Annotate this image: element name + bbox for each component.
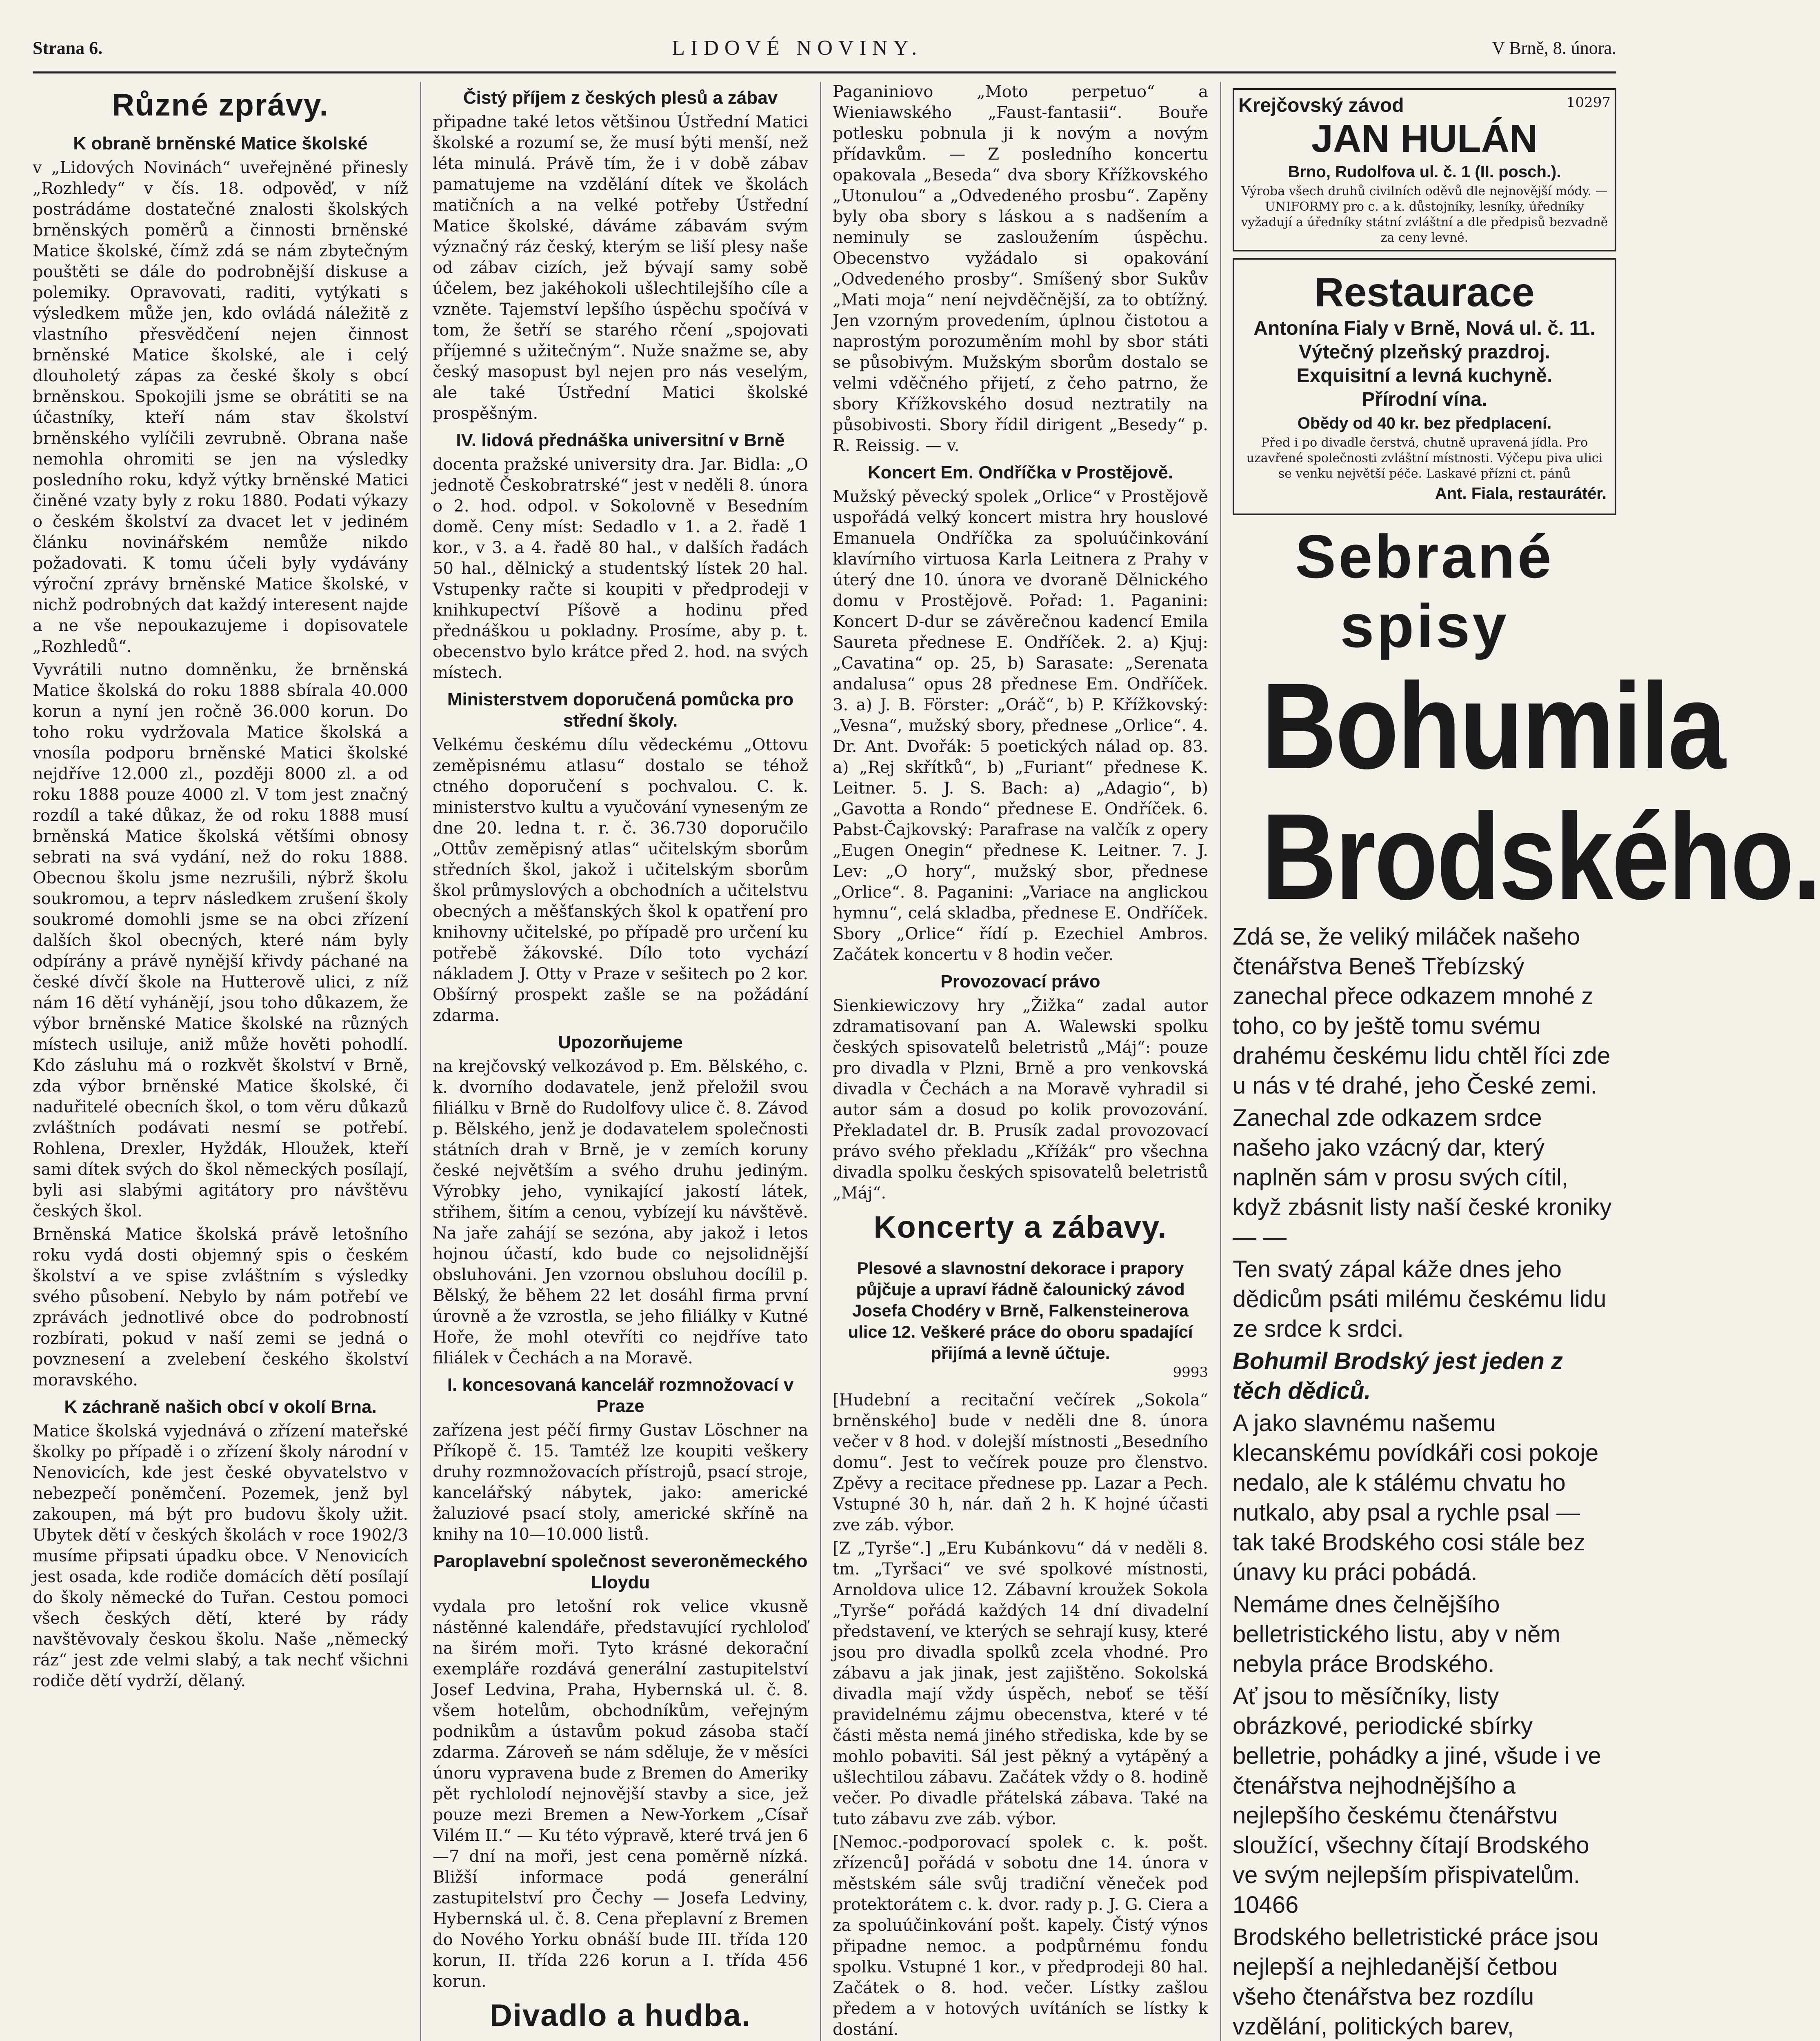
article-title: K záchraně našich obcí v okolí Brna. (64, 1397, 377, 1417)
ad-paragraph: A jako slavnému našemu klecanskému povídkáři cosi pokoje nedalo, ale k stálému chvatu ho nutkalo, aby psal a rychle psal — tak také Brodského cosi stále bez únavy ku práci pobádá. (1233, 1410, 1599, 1585)
ad-hulan: Krejčovský závod 10297 JAN HULÁN Brno, Rudolfova ul. č. 1 (II. posch.). Výroba všech druhů civilních oděvů dle nejnovější módy. — UNIFORMY pro c. a k. důstojníky, lesníky, úředníky vyžadují a úředníky státní zvláštní a dle předpisů bezvadně za ceny levné. (1233, 88, 1616, 251)
article-title: I. koncesovaná kancelář rozmnožovací v Praze (447, 1375, 794, 1416)
ad-paragraph: Ať jsou to měsíčníky, listy obrázkové, periodické sbírky belletrie, pohádky a jiné, všude i ve čtenářstva nejhodnějšího a nejlepšího českému čtenářstvu sloužící, všechny čítají Brodského ve svým nejlepším přispivatelům. 10466 (1233, 1683, 1601, 1918)
article-text: v „Lidových Novinách“ uveřejněné přinesly „Rozhledy“ v čís. 18. odpověď, v níž postrádáme dostatečné znalosti školských brněnských poměrů a činnosti brněnské Matice školské, čímž zdá se nám zbytečným pouštěti se dále do podrobnější diskuse a polemiky. Opravovati, raditi, vytýkati s výsledkem může jen, kdo ovládá náležitě z vlastního přesvědčení nejen činnost brněnské Matice školské, ale i celý dlouholetý zápas za české školy s obcí brněnskou. Spokojili jsme se obrátiti se na účastníky, kteří nám stav školství brněnského vylíčili zevrubně. Obrana naše nemohla ohromiti se jen na výsledky posledního roku, když výtky brněnské Matici činěné vzaty byly z roku 1880. Podati výkazy o českém školství za dvacet let v jediném článku novinářském nemůže nikdo požadovati. K tomu účeli byly vydávány výroční zprávy brněnské Matice školské, v nichž podrobných dat každý interesent najde a ne vše nepoukazujeme i dopisovatele „Rozhledů“. (33, 158, 408, 656)
page-number: Strana 6. (33, 38, 103, 58)
spisy-headline: Brodského. (1261, 788, 1820, 925)
spisy-ad-text (1233, 922, 1616, 2041)
article-title: IV. lidová přednáška universitní v Brně (456, 430, 785, 450)
article-title: Čistý příjem z českých plesů a zábav (463, 88, 778, 108)
article-text: Paganiniovo „Moto perpetuo“ a Wieniawského „Faust-fantasii“. Bouře potlesku pobnula ji k novým a novým přídavkům. — Z posledního koncertu opakovala „Beseda“ dva sbory Křížkovského „Utonulou“ a „Odvedeného prosbu“. Zapěny byly oba sbory s láskou a s nadšením a neminuly se zasloužením úspěchu. Obecenstvo vyžádalo si opakování „Odvedeného prosby“. Smíšený sbor Sukův „Mati moja“ není nejvděčnější, za to obtížný. Jen vzorným provedením, úplnou čistotou a naprostým porozuměním mohl by sbor státi se působivým. Mužským sborům dostalo se velmi vděčného přijetí, z čeho patrno, že sbory Křížkovského dosud neztratily na působivosti. Sbory řídil dirigent „Besedy“ p. R. Reissig. — v. (833, 82, 1208, 455)
ad-paragraph: Zdá se, že veliký miláček našeho čtenářstva Beneš Třebízský zanechal přece odkazem mnohé z toho, co by ještě tomu svému drahému českému lidu chtěl říci zde u nás v té drahé, jeho České zemi. (1233, 923, 1611, 1099)
article-title: Upozorňujeme (558, 1032, 683, 1052)
ad-restaurace: Restaurace Antonína Fialy v Brně, Nová ul. č. 11. Výtečný plzeňský prazdroj. Exquisitní a levná kuchyně. Přírodní vína. Obědy od 40 kr. bez předplacení. Před i po divadle čerstvá, chutně upravená jídla. Pro uzavřené společnosti zvláštní místnosti. Výčepu piva ulici se venku největší péče. Laskavé přízni ct. pánů Ant. Fiala, restaurátér. (1233, 258, 1616, 515)
column-divider (1220, 82, 1221, 2041)
newspaper-page (33, 24, 1820, 2041)
column-3 (833, 82, 1208, 2041)
section-title-koncerty: Koncerty a zábavy. (873, 1210, 1167, 1245)
spisy-headline: Sebrané spisy (1295, 522, 1554, 660)
article-text: Matice školská vyjednává o zřízení mateřské školky po případě i o zřízení školy národní v Nenovicích, kde jest české obyvatelstvo v nebezpečí poněmčení. Pozemek, jenž byl zakoupen, má být pro budovu školy užit. Ubytek dětí v českých školách v roce 1902/3 musíme připsati úpadku obce. V Nenovicích jest osada, kde rodiče domácích dětí posílají do školy německé do Tuřan. Cestou pomoci všech českých dětí, které by rády navštěvovaly českou školu. Naše „německý ráz“ jest zde velmi slabý, a tak nechť všichni rodiče dětí vydrží, dělaný. (33, 1422, 408, 1690)
article-text: připadne také letos většinou Ústřední Matici školské a rozumí se, že musí býti menší, než léta minulá. Právě tím, že i v době zábav pamatujeme na vzdělání dítek ve školách matičních a na velké potřeby Ústřední Matice školské, dáváme zábavám svým význačný ráz český, kterým se liší plesy naše od zábav cizích, jež bývají samy sobě účelem, bez jakéhokoli ušlechtilejšího cíle a vzněte. Tajemství lepšího úspěchu spočívá v tom, že šetří se starého rčení „spojovati příjemné s užitečným“. Nuže snažme se, aby český masopust byl nejen pro nás veselým, ale také Ústřední Matici školské prospěšným. (433, 113, 808, 423)
article-text: Brněnská Matice školská právě letošního roku vydá dosti objemný spis o českém školství a ve spise zvláštním s výsledky svého působení. Nebylo by nám potřebí ve zprávách jednotlivé obce do podrobností rozbírati, pokud v naší zemi se jedná o povznesení a zvelebení českého školství moravského. (33, 1225, 408, 1390)
column-divider (420, 82, 421, 2041)
article-text: Sienkiewiczovy hry „Žižka“ zadal autor zdramatisovaní pan A. Walewski spolku českých spisovatelů beletristů „Máj“: pouze pro divadla v Plzni, Brně a pro venkovská divadla v Čechách a na Moravě vyhradil si autor sám a dosud po kolik provozování. Překladatel dr. B. Prusík zadal provozovací právo svého překladu „Křížák“ pro všechna divadla spolku českých spisovatelů beletristů „Máj“. (833, 996, 1208, 1203)
article-title: Koncert Em. Ondříčka v Prostějově. (867, 462, 1173, 482)
dateline: V Brně, 8. února. (1492, 38, 1616, 58)
column-4 (1233, 82, 1820, 2041)
event-notice: [Nemoc.-podporovací spolek c. k. pošt. zřízenců] pořádá v sobotu dne 14. února v městském sále svůj tradiční věneček pod protektorátem c. k. dvor. rady p. J. G. Ciera a za spoluúčinkování pošt. kapely. Čistý výnos připadne nemoc. a podpůrnému fondu spolku. Vstupné 1 kor., v předprodeji 80 hal. Začátek o 8. hod. večer. Lístky zašlou předem a v hotových uvítáních se lístky k dostání. (833, 1833, 1208, 2039)
article-title: K obraně brněnské Matice školské (73, 133, 368, 153)
article-text: zařízena jest péčí firmy Gustav Löschner na Příkopě č. 15. Tamtéž lze koupiti veškery druhy rozmnožovacích přístrojů, psací stroje, kancelářský nábytek, jako: americké žaluziové psací stoly, americké skříně na knihy na 10—10.000 listů. (433, 1421, 808, 1544)
article-text: docenta pražské university dra. Jar. Bidla: „O jednotě Českobratrské“ jest v neděli 8. února o 2. hod. odpol. v Sokolovně v Besedním domě. Ceny míst: Sedadlo v 1. a 2. řadě 1 kor., v 3. a 4. řadě 80 hal., v dalších řadách 50 hal., dělnický a studentský lístek 20 hal. Vstupenky račte si koupiti v předprodeji v knihkupectví Píšově a hodinu před přednáškou u pokladny. Prosíme, aby p. t. obecenstvo bylo krátce před 2. hod. na svých místech. (433, 455, 808, 682)
article-text: Velkému českému dílu vědeckému „Ottovu zeměpisnému atlasu“ dostalo se téhož ctného doporučení s pochvalou. C. k. ministerstvo kultu a vyučování vyneseným ze dne 20. ledna t. r. č. 36.730 doporučilo „Ottův zeměpisný atlas“ učitelským sborům středních škol, jakož i učitelským sborům škol průmyslových a obchodních a učitelstvu obecných a měšťanských škol k opatření pro knihovny učitelské, po případě pro určení ku potřebě žákovské. Dílo toto vychází nákladem J. Otty v Praze v sešitech po 2 kor. Obšírný prospekt zašle se na požádání zdarma. (433, 736, 808, 1025)
section-title-divadlo: Divadlo a hudba. (489, 1998, 751, 2033)
article-text: na krejčovský velkozávod p. Em. Bělského, c. k. dvorního dodavatele, jenž přeložil svou filiálku v Brně do Rudolfovy ulice č. 8. Závod p. Bělského, jenž je dodavatelem společnosti státních drah v Brně, je v zemích koruny české největším a svého druhu jediným. Výrobky jeho, vynikající jakostí látek, střihem, šitím a cenou, vybízejí ku návštěvě. Na jaře zahájí se sezóna, aby jakož i letos hojnou účastí, kdo bude co nejsolidnější obsluhováni. Jen vzornou obsluhou docílil p. Bělský, že během 22 let dosáhl firma první úrovně a že vzrostla, se jeho filiálky v Kutné Hoře, že mohl otevříti co nejdříve tato filiálek v Čechách a na Moravě. (433, 1057, 808, 1367)
column-divider (820, 82, 821, 2041)
event-notice: [Hudební a recitační večírek „Sokola“ brněnského] bude v neděli dne 8. února večer v 8 hod. v dolejší místnosti „Besedního domu“. Jest to večírek pouze pro členstvo. Zpěvy a recitace přednese pp. Lazar a Pech. Vstupné 30 h, nár. daň 2 h. K hojné účasti zve záb. výbor. (833, 1391, 1208, 1534)
ad-chodera: Plesové a slavnostní dekorace i prapory půjčuje a upraví řádně čalounický závod Josefa Chodéry v Brně, Falkensteinerova ulice 12. Veškeré práce do oboru spadající přijímá a levně účtuje. 9993 (848, 1258, 1208, 1381)
ad-paragraph: Brodského belletristické práce jsou nejlepší a nejhledanější četbou všeho čtenářstva bez rozdílu vzdělání, politických barev, (1233, 1924, 1599, 2040)
article-text: Vyvrátili nutno domněnku, že brněnská Matice školská do roku 1888 sbírala 40.000 korun a nyní jen ročně 36.000 korun. Do toho roku vydržovala Matice školská a vnosíla podporu brněnské Matici školské nejdříve 12.000 zl., později 8000 zl. a od roku 1888 pouze 4000 zl. V tom jest značný rozdíl a také důkaz, že od roku 1888 musí brněnská Matice školská většími obnosy sebrati na svá vydání, než do roku 1888. Obecnou školu jsme nezrušili, nýbrž školu soukromou, a teprv následkem zrušení školy soukromé domohli jsme se na obci zřízení dalších škol obecných, které nám byly odpírány a právě nynější křivdy páchané na české dívčí škole na Hutterově ulici, z níž nám 16 dětí vyhánějí, jsou toho důkazem, že výbor brněnské Matice školské na různých místech usiluje, aniž může hověti pohodlí. Kdo zásluhu má o rozkvět školství v Brně, zda výbor brněnské Matice školské, či naduřitelé obecních škol, o tom věru důkazů zvláštních podávati nesmí se potřebí. Rohlena, Drexler, Hyždák, Hloužek, kteří sami dítek svých do škol německých posílají, byli asi slabými agitátory pro návštěvu českých škol. (33, 660, 408, 1221)
event-notice: [Z „Tyrše“.] „Eru Kubánkovu“ dá v neděli 8. tm. „Tyršaci“ ve své spolkové místnosti, Arnoldova ulice 12. Zábavní kroužek Sokola „Tyrše“ pořádá každých 14 dní divadelní představení, ve kterých se sehrají kusy, které jsou pro divadla spolků zcela vhodné. Pro zábavu a jak jinak, jest zajištěno. Sokolská divadla mají vždy úspěch, neboť se těší pravidelnému zájmu obecenstva, které v té části města nemá jiného střediska, kde by se mohlo pobaviti. Sál jest pěkný a vytápěný a ušlechtilou zábavu. Začátek vždy o 8. hodině večer. Po divadle přátelská zábava. Také na tuto zábavu zve záb. výbor. (833, 1539, 1208, 1828)
article-text: Mužský pěvecký spolek „Orlice“ v Prostějově uspořádá velký koncert mistra hry houslové Emanuela Ondříčka za spoluúčinkování klavírního virtuosa Karla Leitnera z Prahy v úterý dne 10. února ve dvoraně Dělnického domu v Prostějově. Pořad: 1. Paganini: Koncert D-dur se závěrečnou kadencí Emila Saureta přednese E. Ondříček. 2. a) Kjuj: „Cavatina“ op. 25, b) Sarasate: „Serenata andalusa“ opus 28 přednese Em. Ondříček. 3. a) J. B. Förster: „Oráč“, b) P. Křížkovský: „Vesna“, mužský sbory, přednese „Orlice“. 4. Dr. Ant. Dvořák: 5 poetických nálad op. 83. a) „Rej skřítků“, b) „Furiant“ přednese K. Leitner. 5. J. S. Bach: a) „Adagio“, b) „Gavotta a Rondo“ přednese E. Ondříček. 6. Pabst-Čajkovský: Parafrase na valčík z opery „Eugen Onegin“ přednese K. Leitner. 7. J. Lev: „O hory“, mužský sbor, přednese „Orlice“. 8. Paganini: „Variace na anglickou hymnu“, celá skladba, přednese E. Ondříček. Sbory „Orlice“ řídí p. Ezechiel Ambros. Začátek koncertu v 8 hodin večer. (833, 487, 1208, 964)
article-title: Provozovací právo (940, 972, 1100, 992)
ad-paragraph: Ten svatý zápal káže dnes jeho dědicům psáti milému českému lidu ze srdce k srdci. (1233, 1256, 1607, 1342)
ad-paragraph: Bohumil Brodský jest jeden z těch dědiců. (1233, 1348, 1563, 1404)
article-title: Ministerstvem doporučená pomůcka pro střední školy. (447, 689, 794, 731)
article-title: Paroplavební společnost severoněmeckého Lloydu (433, 1551, 808, 1592)
ad-paragraph: Zanechal zde odkazem srdce našeho jako vzácný dar, který naplněn sám v prosu svých cítil, když zbásnit listy naší české kroniky — — (1233, 1105, 1612, 1250)
column-2 (433, 82, 808, 2041)
ad-paragraph: Nemáme dnes čelnějšího belletristického listu, aby v něm nebyla práce Brodského. (1233, 1591, 1560, 1677)
spisy-headline: Bohumila (1261, 657, 1724, 794)
column-1 (33, 82, 408, 2041)
section-title-ruzne-zpravy: Různé zprávy. (112, 88, 329, 122)
masthead (33, 24, 1616, 73)
article-text: vydala pro letošní rok velice vkusně nástěnné kalendáře, představující rychloloď na širém moři. Tyto krásné dekorační exempláře rozdává generální zastupitelství Josef Ledvina, Praha, Hybernská ul. č. 8. všem hotelům, obchodníkům, veřejným podnikům a ústavům pokud zásoba stačí zdarma. Zároveň se nám sděluje, že v měsíci únoru vypravena bude z Bremen do Ameriky pět rychlolodí nejnovější stavby a sice, jež pouze mezi Bremen a New-Yorkem „Císař Vilém II.“ — Ku této výpravě, které trvá jen 6—7 dní na moři, jest cena poměrně nízká. Bližší informace podá generální zastupitelství pro Čechy — Josefa Ledviny, Hybernská ul. č. 8. Cena přeplavní z Bremen do Nového Yorku obnáší bude III. třída 120 korun, II. třída 226 korun a I. třída 456 korun. (433, 1597, 808, 1991)
newspaper-title: LIDOVÉ NOVINY. (672, 36, 923, 60)
